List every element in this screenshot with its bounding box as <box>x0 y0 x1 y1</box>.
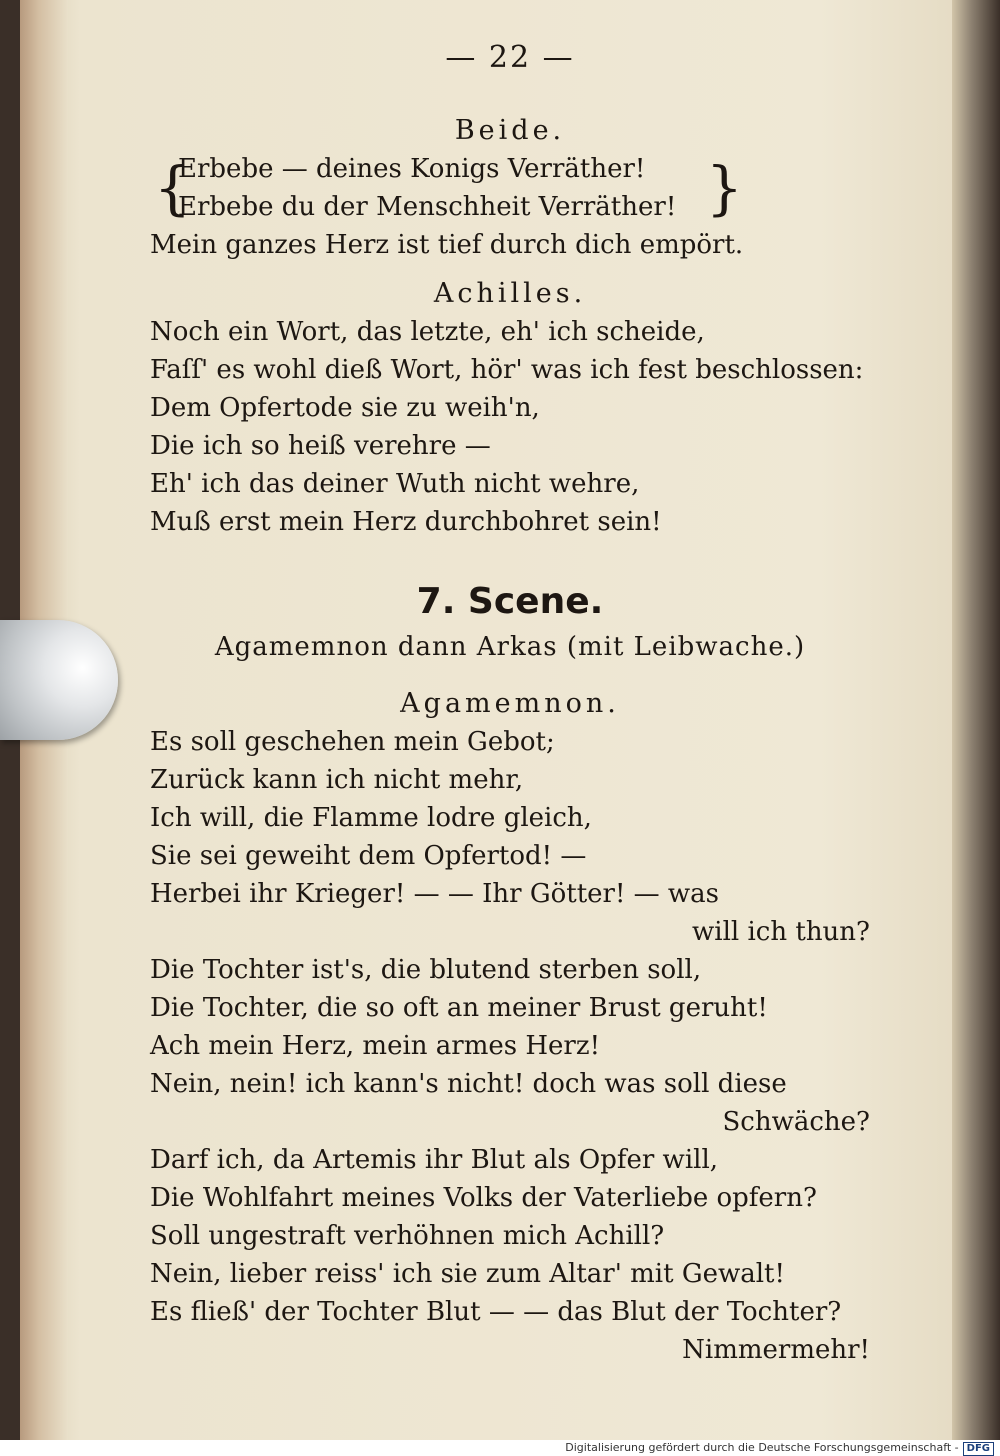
verse-line: Ach mein Herz, mein armes Herz! <box>150 1031 601 1061</box>
verse-continuation: Schwäche? <box>722 1107 870 1137</box>
verse-line: Ich will, die Flamme lodre gleich, <box>150 803 592 833</box>
speaker-agamemnon: Agamemnon. <box>400 688 620 719</box>
verse-line: Die Wohlfahrt meines Volks der Vaterliebe opfern? <box>150 1183 817 1213</box>
verse-line: Dem Opfertode sie zu weih'n, <box>150 393 540 423</box>
page-clip <box>0 620 118 740</box>
verse-line: Es fließ' der Tochter Blut — — das Blut der Tochter? <box>150 1297 842 1327</box>
verse-line: Mein ganzes Herz ist tief durch dich empört. <box>150 230 744 260</box>
verse-continuation: will ich thun? <box>692 917 870 947</box>
verse-continuation: Nimmermehr! <box>682 1335 870 1365</box>
verse-line: Muß erst mein Herz durchbohret sein! <box>150 507 662 537</box>
page-text <box>150 30 870 1369</box>
verse-line: Die Tochter ist's, die blutend sterben soll, <box>150 955 702 985</box>
verse-line: Faſſ' es wohl dieß Wort, hör' was ich fest beschlossen: <box>150 355 864 385</box>
verse-line: Eh' ich das deiner Wuth nicht wehre, <box>150 469 640 499</box>
left-brace: { <box>154 154 191 222</box>
dfg-logo: DFG <box>963 1442 994 1456</box>
verse-line: Sie sei geweiht dem Opfertod! — <box>150 841 587 871</box>
speaker-beide: Beide. <box>454 115 566 146</box>
verse-line: Erbebe — deines Konigs Verräther! <box>178 154 646 184</box>
verse-line: Nein, nein! ich kann's nicht! doch was soll diese <box>150 1069 787 1099</box>
page-number: — 22 — <box>445 40 575 75</box>
verse-line: Es soll geschehen mein Gebot; <box>150 727 555 757</box>
braced-lines <box>150 150 870 226</box>
verse-line: Erbebe du der Menschheit Verräther! <box>178 192 677 222</box>
verse-line: Herbei ihr Krieger! — — Ihr Götter! — was <box>150 879 720 909</box>
right-brace: } <box>706 154 743 222</box>
verse-line: Darf ich, da Artemis ihr Blut als Opfer will, <box>150 1145 719 1175</box>
verse-line: Noch ein Wort, das letzte, eh' ich scheide, <box>150 317 705 347</box>
speaker-achilles: Achilles. <box>433 278 587 309</box>
verse-line: Nein, lieber reiss' ich sie zum Altar' mit Gewalt! <box>150 1259 785 1289</box>
digitization-footer <box>0 1440 1000 1456</box>
verse-line: Die ich so heiß verehre — <box>150 431 491 461</box>
verse-line: Die Tochter, die so oft an meiner Brust geruht! <box>150 993 768 1023</box>
scene-title: 7. Scene. <box>416 581 604 622</box>
verse-line: Soll ungestraft verhöhnen mich Achill? <box>150 1221 665 1251</box>
page-right-edge <box>952 0 1000 1440</box>
stage-direction: Agamemnon dann Arkas (mit Leibwache.) <box>214 632 806 662</box>
footer-text: Digitalisierung gefördert durch die Deutsche Forschungsgemeinschaft - <box>565 1441 959 1454</box>
verse-line: Zurück kann ich nicht mehr, <box>150 765 524 795</box>
